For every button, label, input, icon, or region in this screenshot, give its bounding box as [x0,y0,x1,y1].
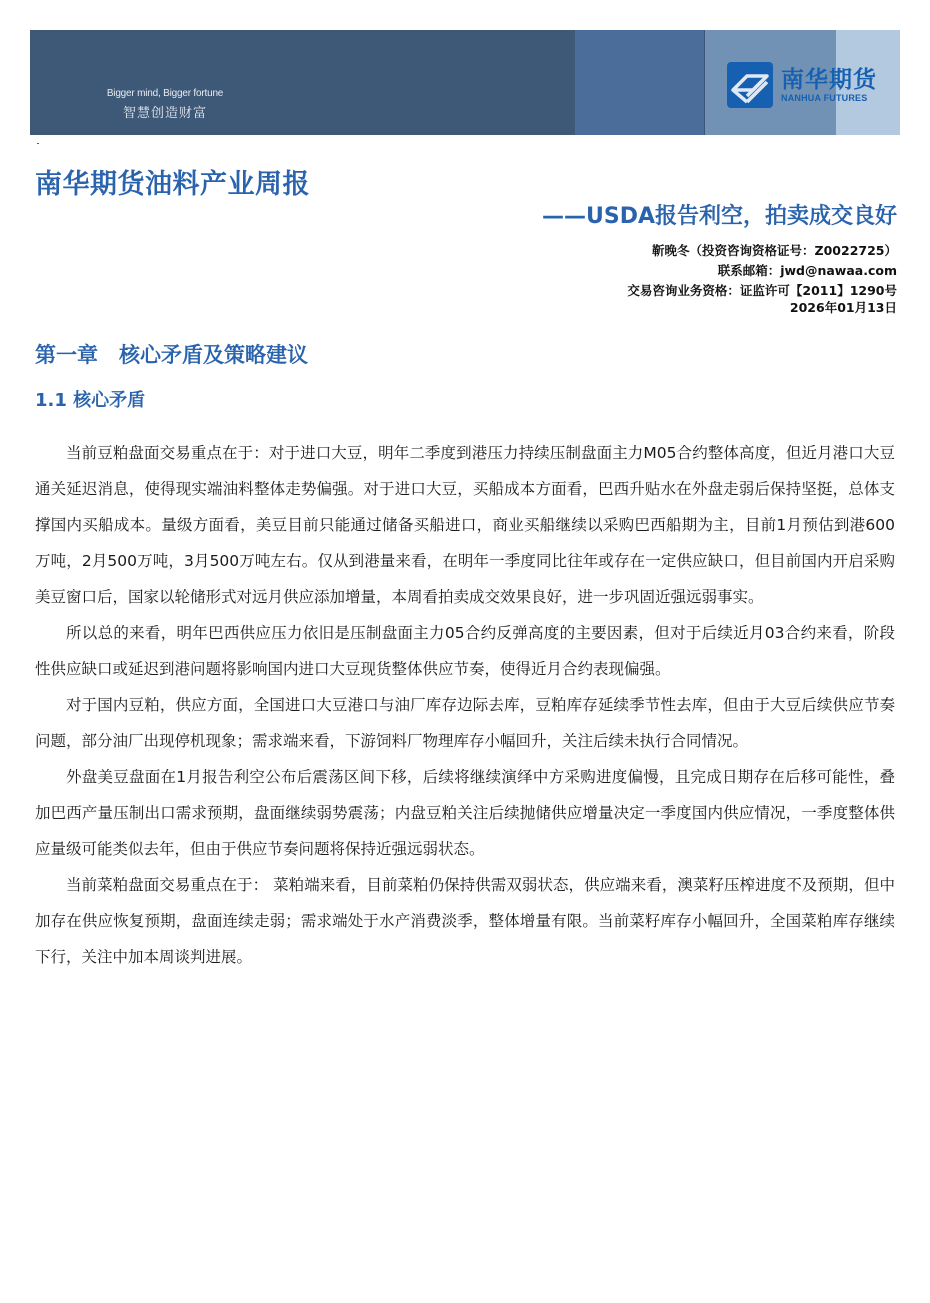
logo-chinese-name: 南华期货 [781,67,877,93]
slogan-chinese: 智慧创造财富 [122,106,207,121]
author-line: 靳晚冬（投资咨询资格证号：Z0022725） [652,243,897,258]
paragraph: 所以总的来看，明年巴西供应压力依旧是压制盘面主力05合约反弹高度的主要因素，但对于后续近月03合约来看，阶段性供应缺口或延迟到港问题将影响国内进口大豆现货整体供应节奏，使得近月合约表现偏强。 [35,624,895,678]
paragraph: 当前菜粕盘面交易重点在于： 菜粕端来看，目前菜粕仍保持供需双弱状态，供应端来看，澳菜籽压榨进度不及预期，但中加存在供应恢复预期，盘面连续走弱；需求端处于水产消费淡季，整体增量有限。当前菜籽库存小幅回升，全国菜粕库存继续下行，关注中加本周谈判进展。 [35,876,895,966]
report-date: 2026年01月13日 [789,300,897,315]
logo-english-name: NANHUA FUTURES [781,93,868,103]
banner-band [575,30,705,135]
slogan [90,88,240,121]
report-subtitle: ——USDA报告利空，拍卖成交良好 [542,204,897,229]
paragraph: 对于国内豆粕，供应方面，全国进口大豆港口与油厂库存边际去库，豆粕库存延续季节性去库，但由于大豆后续供应节奏问题，部分油厂出现停机现象；需求端来看，下游饲料厂物理库存小幅回升，关注后续未执行合同情况。 [35,696,895,750]
nanhua-logo-icon [727,62,773,108]
email-line: 联系邮箱：jwd@nawaa.com [717,263,897,278]
paragraph: 当前豆粕盘面交易重点在于：对于进口大豆，明年二季度到港压力持续压制盘面主力M05合约整体高度，但近月港口大豆通关延迟消息，使得现实端油料整体走势偏强。对于进口大豆，买船成本方面看，巴西升贴水在外盘走弱后保持坚挺，总体支撑国内买船成本。量级方面看，美豆目前只能通过储备买船进口，商业买船继续以采购巴西船期为主，目前1月预估到港600万吨，2月500万吨，3月500万吨左右。仅从到港量来看，在明年一季度同比往年或存在一定供应缺口，但目前国内开启采购美豆窗口后，国家以轮储形式对远月供应添加增量，本周看拍卖成交效果良好，进一步巩固近强远弱事实。 [35,444,895,606]
paragraph: 外盘美豆盘面在1月报告利空公布后震荡区间下移，后续将继续演绎中方采购进度偏慢，且完成日期存在后移可能性，叠加巴西产量压制出口需求预期，盘面继续弱势震荡；内盘豆粕关注后续抛储供应增量决定一季度国内供应情况，一季度整体供应量级可能类似去年，但由于供应节奏问题将保持近强远弱状态。 [35,768,895,858]
report-body [35,435,895,975]
header-banner [30,30,900,135]
stray-mark [37,143,39,144]
license-line: 交易咨询业务资格：证监许可【2011】1290号 [627,283,897,298]
section-heading: 1.1 核心矛盾 [35,390,146,411]
chapter-heading: 第一章 核心矛盾及策略建议 [35,343,308,367]
company-logo [727,62,877,108]
slogan-english: Bigger mind, Bigger fortune [106,88,224,99]
report-meta [627,241,897,315]
report-title: 南华期货油料产业周报 [35,169,310,200]
